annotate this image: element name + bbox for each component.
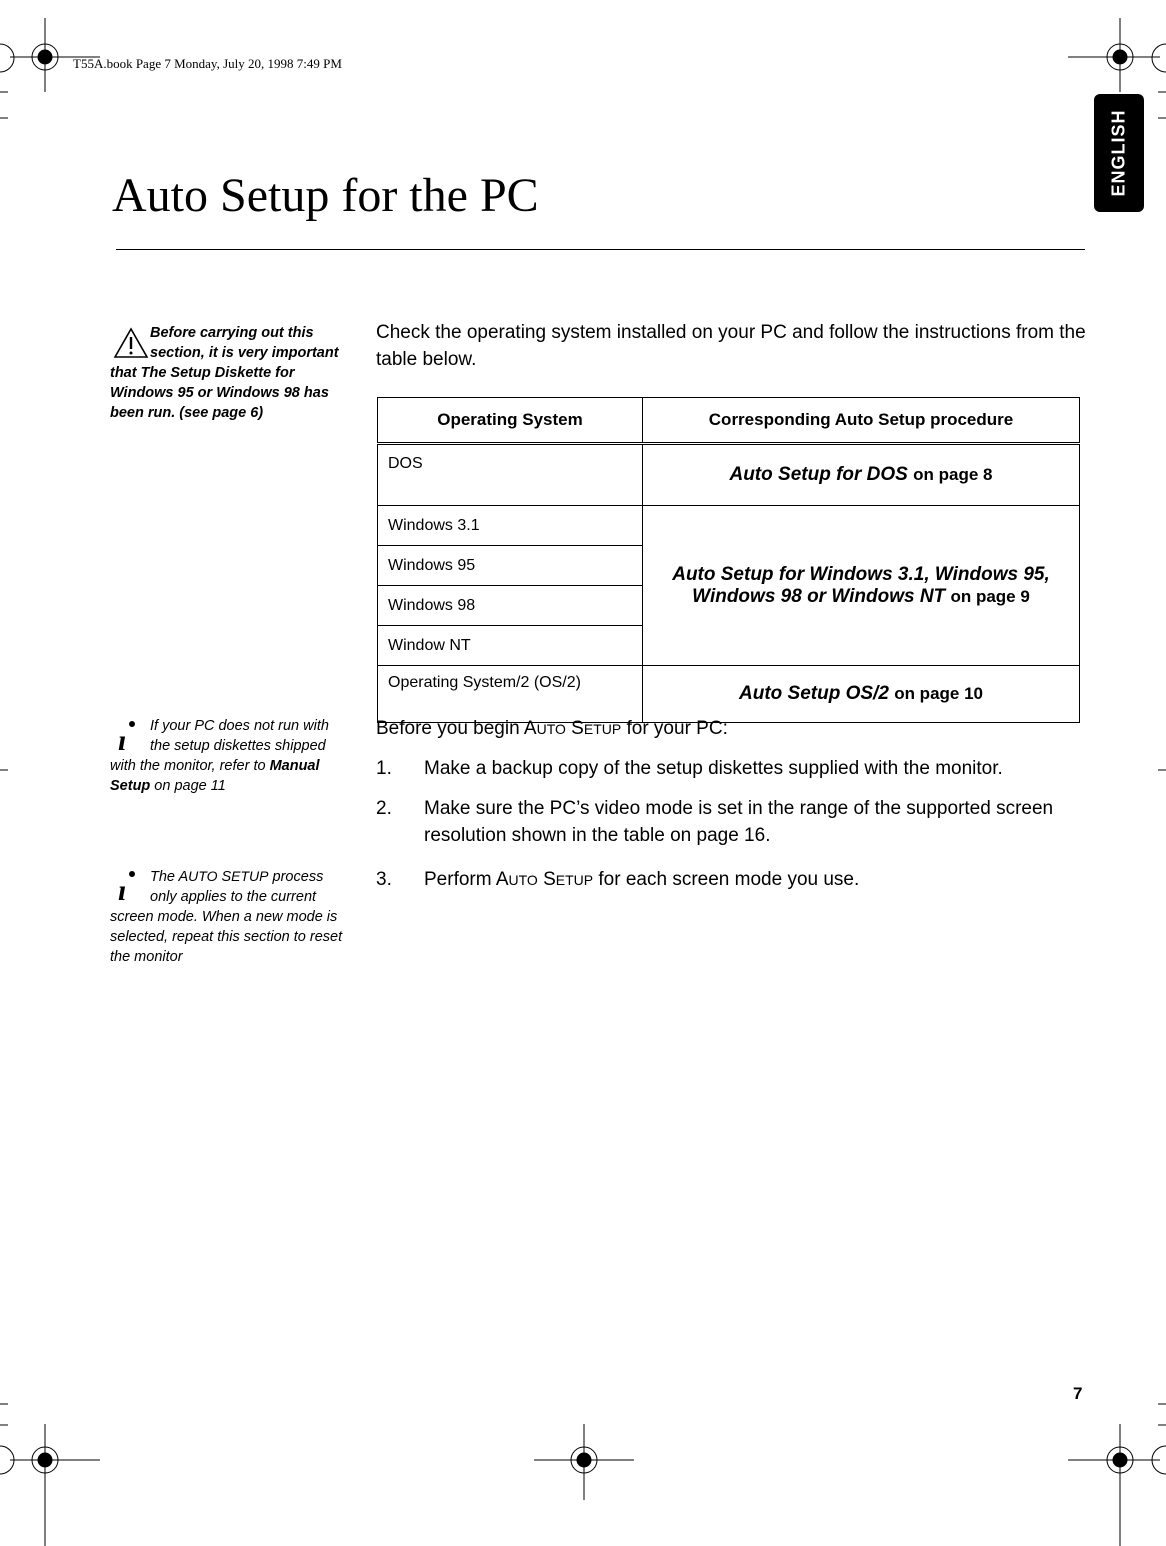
crosshair-mark-icon — [1068, 1424, 1160, 1546]
small-caps-text: A — [178, 869, 189, 885]
text: Before you begin — [376, 718, 524, 739]
page-title: Auto Setup for the PC — [112, 169, 539, 222]
small-caps-text: ETUP — [231, 868, 269, 884]
language-tab-label: ENGLISH — [1108, 109, 1129, 197]
procedure-cell — [643, 444, 1080, 506]
list-item — [376, 755, 1096, 782]
small-caps-text: A — [495, 869, 509, 890]
table-row — [378, 444, 1080, 506]
small-caps-text: S — [571, 718, 584, 739]
os-cell: Windows 95 — [378, 546, 643, 586]
text: Perform — [424, 869, 496, 890]
table-row — [378, 506, 1080, 546]
info-note-text: The — [150, 869, 179, 885]
caution-note — [110, 323, 350, 423]
os-cell: Operating System/2 (OS/2) — [378, 666, 643, 723]
page-reference: on page 9 — [950, 586, 1030, 606]
crosshair-mark-icon — [534, 1424, 634, 1500]
procedure-link[interactable]: Auto Setup OS/2 — [739, 683, 889, 704]
title-divider — [116, 249, 1085, 250]
info-i-icon — [110, 866, 150, 904]
os-cell: Window NT — [378, 626, 643, 666]
list-number: 2. — [376, 798, 392, 819]
text: for each screen mode you use. — [593, 869, 860, 890]
os-cell: Windows 98 — [378, 586, 643, 626]
column-header: Corresponding Auto Setup procedure — [643, 398, 1080, 444]
procedure-link[interactable]: Auto Setup for Windows 3.1, Windows 95, — [672, 563, 1050, 585]
info-note-text: If your PC does not run with the setup diskettes shipped with the monitor, refer to — [110, 718, 329, 774]
info-note — [110, 866, 350, 967]
info-note — [110, 716, 350, 796]
small-caps-text: S — [221, 869, 232, 885]
svg-text:ı: ı — [118, 874, 127, 904]
small-caps-text: ETUP — [555, 872, 594, 888]
procedure-cell — [643, 666, 1080, 723]
list-number: 3. — [376, 869, 392, 890]
list-item — [376, 795, 1076, 849]
language-tab — [1094, 94, 1144, 212]
list-item-text: Make a backup copy of the setup diskettes supplied with the monitor. — [424, 758, 1003, 779]
crosshair-mark-icon — [10, 18, 100, 92]
procedure-cell — [643, 506, 1080, 666]
small-caps-text: UTO — [536, 721, 566, 737]
crosshair-mark-icon — [10, 1424, 100, 1546]
table-row — [378, 666, 1080, 723]
small-caps-text: S — [543, 869, 556, 890]
info-note-page: on page 11 — [150, 778, 226, 794]
list-item-text: Make sure the PC’s video mode is set in the range of the supported screen resolution shown in the table on page 16. — [424, 798, 1054, 846]
procedure-link[interactable]: Auto Setup for DOS — [729, 464, 908, 485]
list-item-text — [376, 866, 1096, 894]
os-procedure-table — [377, 397, 1080, 723]
small-caps-text: UTO — [188, 868, 218, 884]
svg-text:ı: ı — [118, 724, 127, 754]
caution-note-text: Before carrying out this section, it is very important that The Setup Diskette for Windows 95 or Windows 98 has been run. (see page 6) — [110, 325, 339, 421]
os-cell: Windows 3.1 — [378, 506, 643, 546]
procedure-link[interactable]: Windows 98 or Windows NT — [692, 585, 946, 607]
caution-triangle-icon — [110, 323, 150, 361]
info-note-text: process only applies to the current screen mode. When a new mode is selected, repeat this section to reset the monitor — [110, 869, 343, 965]
page-reference: on page 8 — [913, 465, 993, 484]
page-reference: on page 10 — [894, 684, 983, 703]
book-file-header: T55A.book Page 7 Monday, July 20, 1998 7:49 PM — [73, 56, 342, 71]
text: for your PC: — [621, 718, 728, 739]
column-header: Operating System — [378, 398, 643, 444]
list-number: 1. — [376, 758, 392, 779]
manual-setup-link[interactable]: Manual Setup — [110, 758, 320, 794]
table-header-row — [378, 398, 1080, 444]
os-cell: DOS — [378, 444, 643, 506]
page-number: 7 — [1073, 1384, 1083, 1403]
before-begin-text — [376, 715, 1096, 743]
intro-text: Check the operating system installed on your PC and follow the instructions from the table below. — [376, 322, 1086, 370]
small-caps-text: ETUP — [583, 721, 622, 737]
info-i-icon — [110, 716, 150, 754]
list-item — [376, 866, 1096, 894]
small-caps-text: A — [523, 718, 537, 739]
crosshair-mark-icon — [1068, 18, 1160, 92]
small-caps-text: UTO — [508, 872, 538, 888]
